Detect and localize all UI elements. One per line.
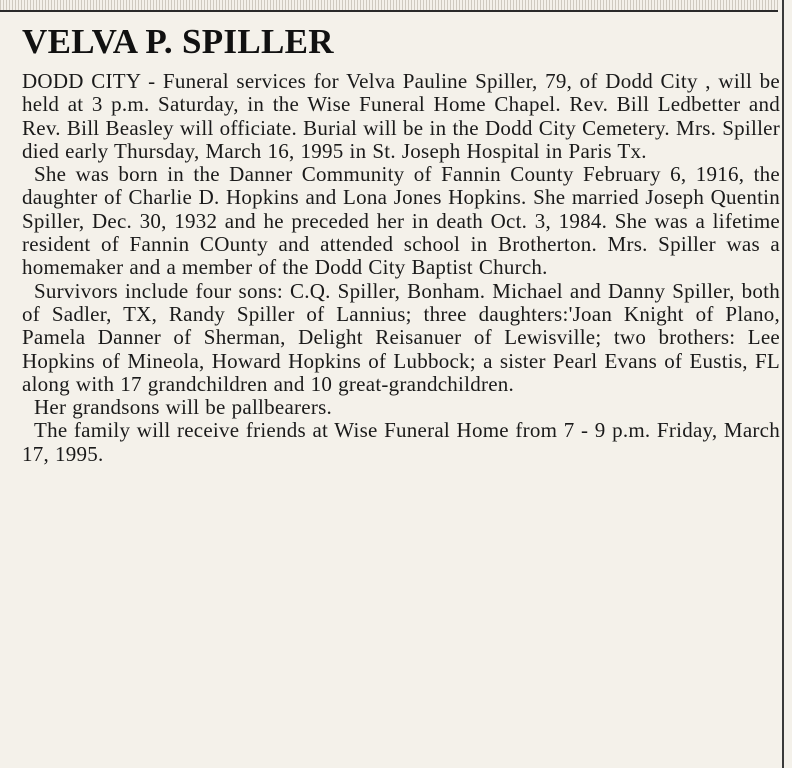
paragraph-visitation: The family will receive friends at Wise Funeral Home from 7 - 9 p.m. Friday, March 17, 1995. [22, 418, 780, 466]
paragraph-pallbearers: Her grandsons will be pallbearers. [34, 395, 332, 420]
right-border-rule [782, 0, 784, 768]
paragraph-survivors: Survivors include four sons: C.Q. Spiller, Bonham. Michael and Danny Spiller, both of Sadler, TX, Randy Spiller of Lannius; three daughters:'Joan Knight of Plano, Pamela Danner of Sherman, Delight Reisanuer of Lewisville; two brothers: Lee Hopkins of Mineola, Howard Hopkins of Lubbock; a sister Pearl Evans of Eustis, FL along with 17 grandchildren and 10 great-grandchildren. [22, 278, 780, 396]
obituary-headline: VELVA P. SPILLER [22, 22, 334, 61]
paragraph-services: DODD CITY - Funeral services for Velva Pauline Spiller, 79, of Dodd City , will be held at 3 p.m. Saturday, in the Wise Funeral Home Chapel. Rev. Bill Ledbetter and Rev. Bill Beasley will officiate. Burial will be in the Dodd City Cemetery. Mrs. Spiller died early Thursday, March 16, 1995 in St. Joseph Hospital in Paris Tx. [22, 69, 780, 163]
top-border-rule [0, 0, 778, 12]
paragraph-biography: She was born in the Danner Community of Fannin County February 6, 1916, the daughter of Charlie D. Hopkins and Lona Jones Hopkins. She married Joseph Quentin Spiller, Dec. 30, 1932 and he preceded her in death Oct. 3, 1984. She was a lifetime resident of Fannin COunty and attended school in Brotherton. Mrs. Spiller was a homemaker and a member of the Dodd City Baptist Church. [22, 162, 780, 280]
obituary-clipping [22, 20, 780, 466]
